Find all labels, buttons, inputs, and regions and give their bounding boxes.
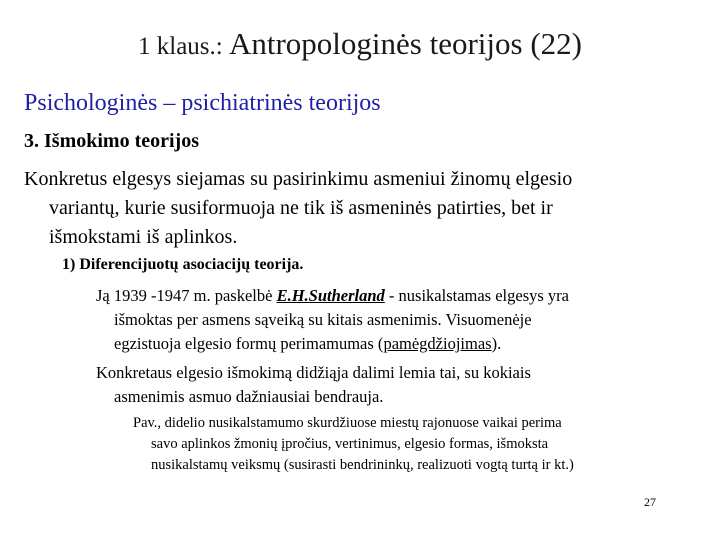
list-item-heading: 1) Diferencijuotų asociacijų teorija.	[62, 256, 304, 273]
sutherland-line-1-suffix: - nusikalstamas elgesys yra	[384, 286, 569, 305]
underlined-term: pamėgdžiojimas	[383, 334, 492, 353]
slide-title	[0, 26, 720, 62]
example-line: nusikalstamų veiksmų (susirasti bendrininkų, realizuoti vogtą turtą ir kt.)	[151, 457, 574, 473]
learning-line: asmenimis asmuo dažniausiai bendrauja.	[114, 387, 384, 406]
learning-paragraph	[96, 361, 696, 409]
intro-line: išmokstami iš aplinkos.	[49, 226, 238, 248]
sutherland-paragraph	[96, 284, 696, 356]
example-paragraph	[133, 413, 703, 476]
sutherland-line-3-suffix: ).	[491, 334, 502, 353]
example-line: Pav., didelio nusikalstamumo skurdžiuose miestų rajonuose vaikai perima	[133, 415, 562, 431]
slide-subtitle: Psichologinės – psichiatrinės teorijos	[24, 90, 381, 116]
intro-line: variantų, kurie susiformuoja ne tik iš asmeninės patirties, bet ir	[49, 197, 553, 219]
author-name: E.H.Sutherland	[276, 286, 385, 305]
example-line: savo aplinkos žmonių įpročius, vertinimus, elgesio formas, išmoksta	[151, 436, 549, 452]
title-prefix: 1 klaus.:	[138, 33, 229, 60]
sutherland-line-2: išmoktas per asmens sąveiką su kitais asmenimis. Visuomenėje	[114, 310, 532, 329]
sutherland-line-3-prefix: egzistuoja elgesio formų perimamumas (	[114, 334, 384, 353]
page-number: 27	[644, 495, 656, 509]
intro-line: Konkretus elgesys siejamas su pasirinkimu asmeniui žinomų elgesio	[24, 168, 573, 190]
intro-paragraph	[24, 165, 694, 252]
sutherland-line-1-prefix: Ją 1939 -1947 m. paskelbė	[96, 286, 277, 305]
learning-line: Konkretaus elgesio išmokimą didžiąja dalimi lemia tai, su kokiais	[96, 363, 531, 382]
sutherland-line-3	[96, 332, 696, 356]
sutherland-line-1	[96, 284, 696, 308]
title-main: Antropologinės teorijos (22)	[228, 26, 582, 61]
section-heading: 3. Išmokimo teorijos	[24, 130, 199, 152]
